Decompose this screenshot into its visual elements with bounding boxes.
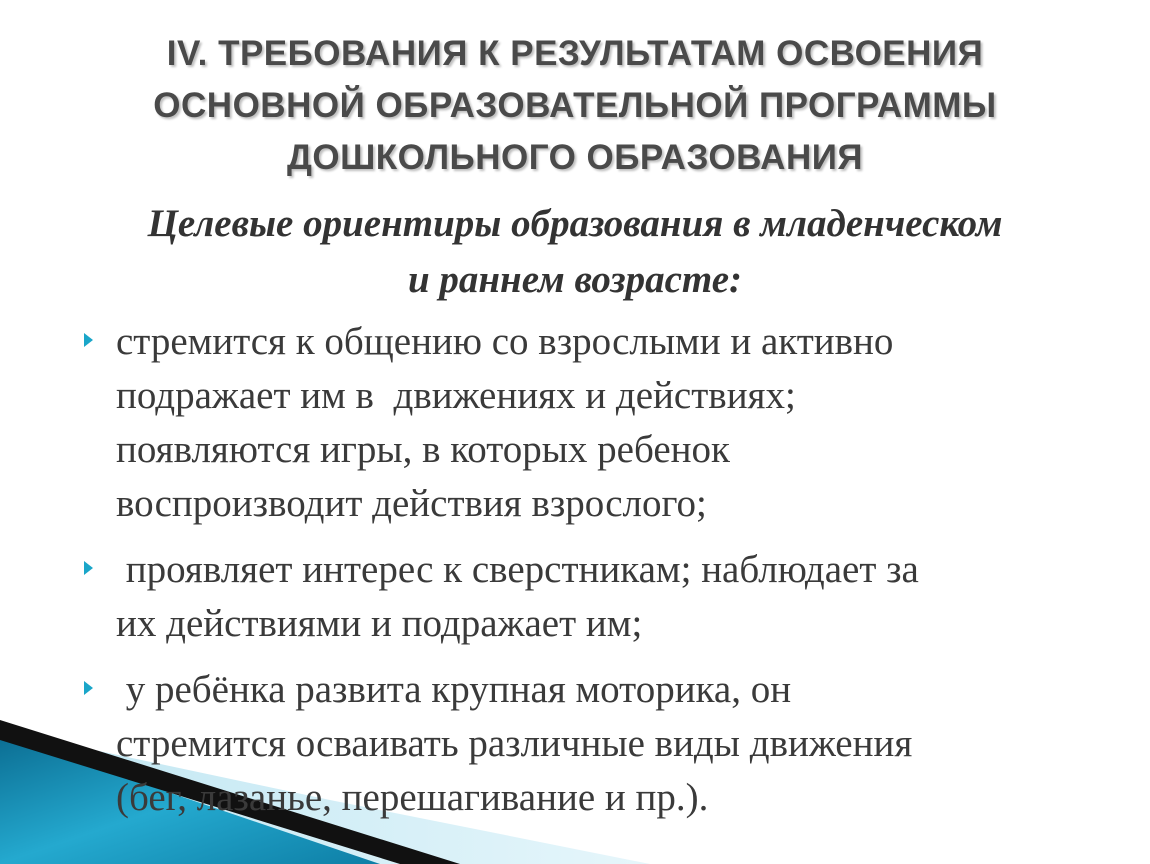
bullet-list: [84, 315, 1074, 837]
bullet-line: стремится осваивать различные виды движения: [116, 722, 913, 765]
bullet-item: [84, 663, 1074, 825]
bullet-line: у ребёнка развита крупная моторика, он: [116, 668, 792, 711]
bullet-line: проявляет интерес к сверстникам; наблюдает за: [116, 548, 919, 591]
bullet-line: воспроизводит действия взрослого;: [116, 482, 707, 525]
bullet-line: их действиями и подражает им;: [116, 602, 643, 645]
bullet-line: появляются игры, в которых ребенок: [116, 428, 730, 471]
bullet-line: подражает им в движениях и действиях;: [116, 374, 796, 417]
subtitle-line-2: и раннем возрасте:: [407, 258, 743, 301]
bullet-item: [84, 543, 1074, 651]
bullet-item: [84, 315, 1074, 531]
bullet-line: стремится к общению со взрослыми и активно: [116, 320, 894, 363]
triangle-right-icon: [84, 681, 93, 695]
title-line-1: IV. ТРЕБОВАНИЯ К РЕЗУЛЬТАТАМ ОСВОЕНИЯ: [166, 34, 984, 73]
bullet-line: (бег, лазанье, перешагивание и пр.).: [116, 776, 709, 819]
subtitle-line-1: Целевые ориентиры образования в младенческом: [147, 202, 1003, 245]
title-line-3: ДОШКОЛЬНОГО ОБРАЗОВАНИЯ: [286, 138, 864, 177]
slide-title: [70, 28, 1080, 184]
slide-subtitle: [60, 196, 1090, 308]
triangle-right-icon: [84, 561, 93, 575]
triangle-right-icon: [84, 333, 93, 347]
title-line-2: ОСНОВНОЙ ОБРАЗОВАТЕЛЬНОЙ ПРОГРАММЫ: [153, 86, 997, 125]
